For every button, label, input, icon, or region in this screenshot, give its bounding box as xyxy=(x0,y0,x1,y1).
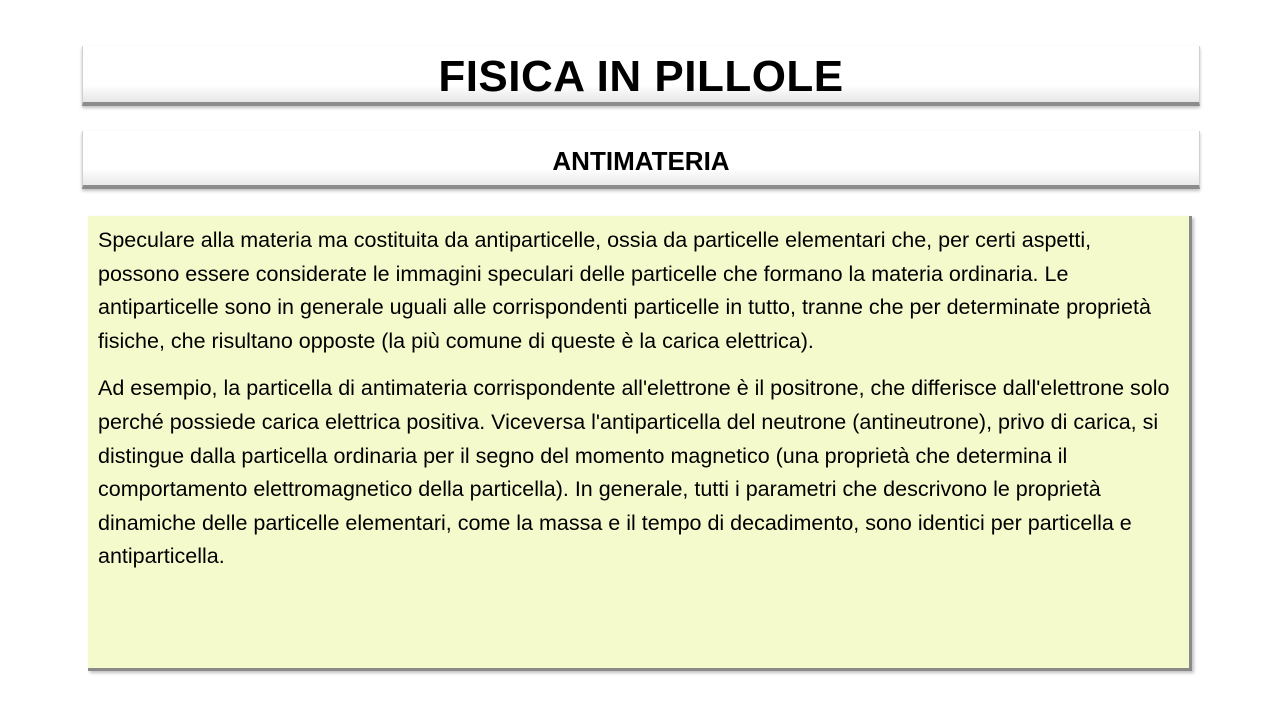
content-box xyxy=(88,216,1192,671)
title-bar xyxy=(82,46,1200,106)
section-title: ANTIMATERIA xyxy=(552,146,730,176)
paragraph-2: Ad esempio, la particella di antimateria corrispondente all'elettrone è il positrone, che differisce dall'elettrone solo perché possiede carica elettrica positiva. Viceversa l'antiparticella del neutrone (antineutrone), privo di carica, si distingue dalla particella ordinaria per il segno del momento magnetico (una proprietà che determina il comportamento elettromagnetico della particella). In generale, tutti i parametri che descrivono le proprietà dinamiche delle particelle elementari, come la massa e il tempo di decadimento, sono identici per particella e antiparticella. xyxy=(98,376,1170,569)
page-title: FISICA IN PILLOLE xyxy=(438,52,844,101)
paragraph-1: Speculare alla materia ma costituita da antiparticelle, ossia da particelle elementari che, per certi aspetti, possono essere considerate le immagini speculari delle particelle che formano la materia ordinaria. Le antiparticelle sono in generale uguali alle corrispondenti particelle in tutto, tranne che per determinate proprietà fisiche, che risultano opposte (la più comune di queste è la carica elettrica). xyxy=(98,228,1151,353)
subtitle-bar xyxy=(82,131,1200,189)
